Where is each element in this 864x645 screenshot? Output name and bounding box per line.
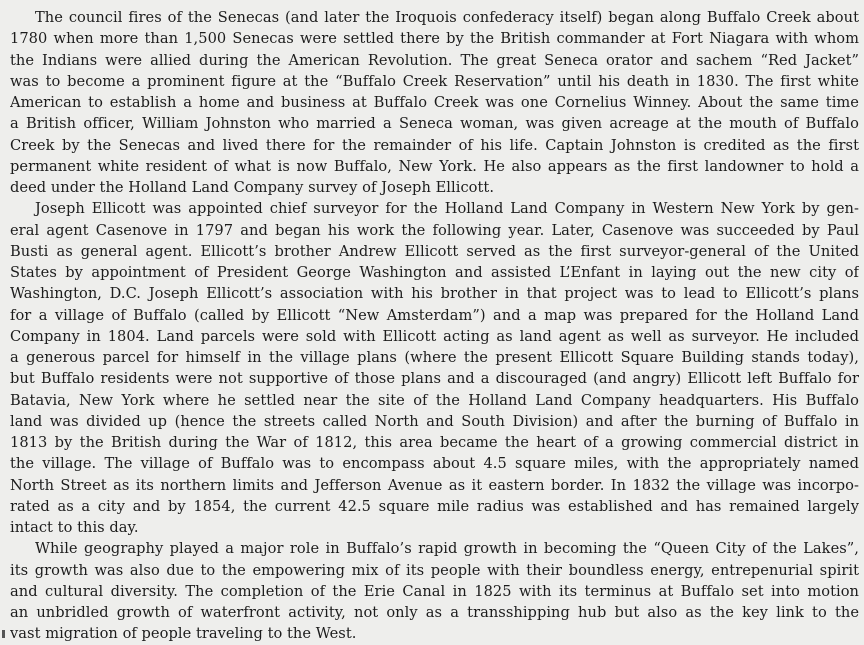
scan-edge-mark [2, 630, 5, 638]
text-line: but Buffalo residents were not supportive of those plans and a discouraged (and angry) Ellicott left Buffalo for [10, 370, 859, 388]
text-line-last: vast migration of people traveling to the West. [10, 625, 357, 643]
text-line: land was divided up (hence the streets called North and South Division) and after the burning of Buffalo in [10, 412, 859, 430]
text-line: the village. The village of Buffalo was to encompass about 4.5 square miles, with the appropriately named [10, 455, 859, 473]
paragraph-senecas [10, 7, 859, 198]
text-line: for a village of Buffalo (called by Ellicott “New Amsterdam”) and a map was prepared for the Holland Land [10, 306, 859, 324]
paragraph-ellicott [10, 198, 859, 538]
text-line: The council fires of the Senecas (and later the Iroquois confederacy itself) began along Buffalo Creek about [35, 9, 859, 26]
text-line: rated as a city and by 1854, the current 42.5 square mile radius was established and has remained largely [10, 497, 859, 515]
text-line: Company in 1804. Land parcels were sold with Ellicott acting as land agent as well as surveyor. He included [10, 327, 859, 345]
text-line: the Indians were allied during the American Revolution. The great Seneca orator and sachem “Red Jacket” [10, 51, 859, 69]
text-line: 1813 by the British during the War of 1812, this area became the heart of a growing commercial district in [10, 434, 859, 451]
text-line: While geography played a major role in Buffalo’s rapid growth in becoming the “Queen City of the Lakes”, [35, 540, 859, 558]
text-line: Joseph Ellicott was appointed chief surveyor for the Holland Land Company in Western New York by gen- [35, 200, 859, 218]
text-line: an unbridled growth of waterfront activity, not only as a transshipping hub but also as the key link to the [10, 604, 859, 621]
paragraph-growth [10, 538, 859, 644]
text-line: Washington, D.C. Joseph Ellicott’s association with his brother in that project was to lead to Ellicott’s plans [10, 285, 859, 303]
text-line: eral agent Casenove in 1797 and began his work the following year. Later, Casenove was succeeded by Paul [10, 221, 859, 239]
text-line: North Street as its northern limits and Jefferson Avenue as it eastern border. In 1832 the village was incorpo- [10, 476, 859, 494]
text-line: a generous parcel for himself in the village plans (where the present Ellicott Square Building stands today), [10, 349, 859, 366]
text-line: permanent white resident of what is now Buffalo, New York. He also appears as the first landowner to hold a [10, 157, 859, 175]
text-line-last: deed under the Holland Land Company survey of Joseph Ellicott. [10, 179, 495, 196]
text-line: American to establish a home and business at Buffalo Creek was one Cornelius Winney. About the same time [10, 94, 859, 111]
text-line: Creek by the Senecas and lived there for the remainder of his life. Captain Johnston is credited as the first [10, 136, 859, 154]
text-line: 1780 when more than 1,500 Senecas were settled there by the British commander at Fort Niagara with whom [10, 30, 859, 48]
text-line: was to become a prominent figure at the “Buffalo Creek Reservation” until his death in 1830. The first white [10, 72, 859, 90]
text-line: Batavia, New York where he settled near the site of the Holland Land Company headquarters. His Buffalo [10, 391, 859, 409]
text-line: a British officer, William Johnston who married a Seneca woman, was given acreage at the mouth of Buffalo [10, 115, 859, 133]
text-line-last: intact to this day. [10, 519, 139, 536]
text-line: its growth was also due to the empowering mix of its people with their boundless energy, entrepenurial spirit [10, 561, 859, 579]
text-line: and cultural diversity. The completion of the Erie Canal in 1825 with its terminus at Buffalo set into motion [10, 582, 859, 600]
text-line: States by appointment of President George Washington and assisted L’Enfant in laying out the new city of [10, 264, 859, 281]
text-line: Busti as general agent. Ellicott’s brother Andrew Ellicott served as the first surveyor-general of the United [10, 242, 859, 260]
